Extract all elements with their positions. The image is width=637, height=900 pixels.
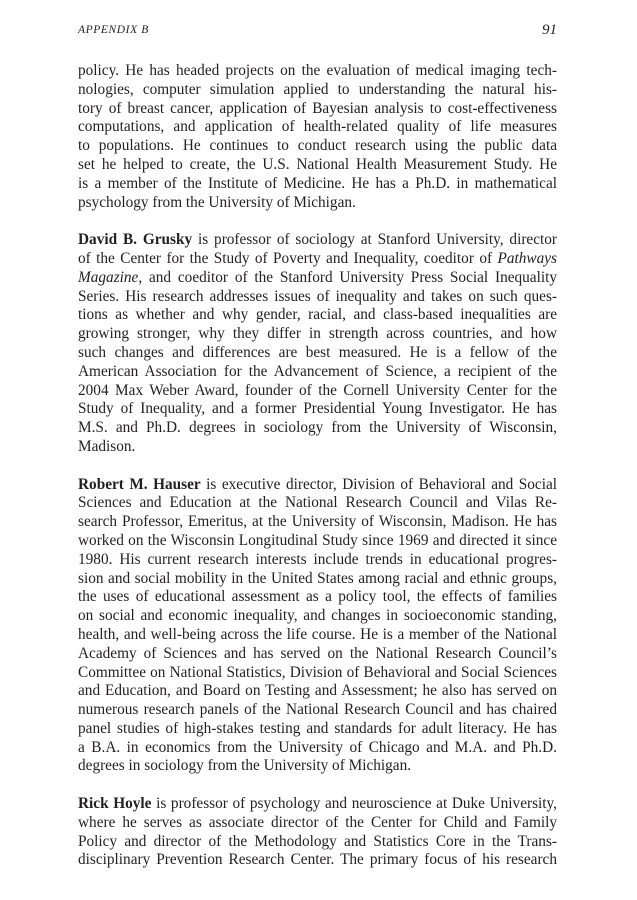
text-line (78, 664, 557, 683)
text-line (78, 194, 557, 213)
text-line (78, 62, 557, 81)
text-line (78, 363, 557, 382)
text-run: M.S. and Ph.D. degrees in sociology from the University of Wisconsin, (78, 419, 557, 437)
text-line (78, 551, 557, 570)
text-run: numerous research panels of the National Research Council and has chaired (78, 701, 557, 719)
text-line (78, 851, 557, 870)
text-line (78, 344, 557, 363)
text-line (78, 288, 557, 307)
person-name: David B. Grusky (78, 231, 193, 249)
paragraph (78, 231, 557, 457)
paragraph (78, 62, 557, 212)
text-line (78, 701, 557, 720)
text-line (78, 175, 557, 194)
text-line (78, 720, 557, 739)
text-run: sion and social mobility in the United States among racial and ethnic groups, (78, 569, 557, 587)
text-run: disciplinary Prevention Research Center. The primary focus of his research (78, 851, 557, 869)
text-line (78, 231, 557, 250)
text-run: on social and economic inequality, and changes in socioeconomic standing, (78, 607, 557, 625)
text-line (78, 739, 557, 758)
paragraph (78, 476, 557, 777)
text-run: tions as whether and why gender, racial, and class-based inequalities are (78, 306, 557, 324)
text-line (78, 438, 557, 457)
text-run: psychology from the University of Michigan. (78, 193, 356, 211)
text-run: to populations. He continues to conduct research using the public data (78, 137, 557, 155)
text-line (78, 118, 557, 137)
page-header (78, 22, 557, 40)
text-run: policy. He has headed projects on the evaluation of medical imaging tech- (78, 62, 557, 79)
text-line (78, 476, 557, 495)
text-line (78, 513, 557, 532)
text-line (78, 100, 557, 119)
page-number: 91 (542, 22, 557, 38)
text-run: Study of Inequality, and a former Presidential Young Investigator. He has (78, 400, 557, 418)
text-line (78, 137, 557, 156)
text-run: is a member of the Institute of Medicine. He has a Ph.D. in mathematical (78, 174, 557, 192)
text-line (78, 250, 557, 269)
text-line (78, 156, 557, 175)
person-name: Rick Hoyle (78, 795, 152, 813)
text-run: 1980. His current research interests include trends in educational progres- (78, 550, 557, 568)
italic-title: Pathways (497, 249, 557, 267)
text-run: search Professor, Emeritus, at the University of Wisconsin, Madison. He has (78, 513, 557, 531)
text-line (78, 682, 557, 701)
page-body (78, 62, 557, 889)
text-line (78, 607, 557, 626)
person-name: Robert M. Hauser (78, 475, 201, 493)
text-run: worked on the Wisconsin Longitudinal Study since 1969 and directed it since (78, 531, 557, 549)
text-run: degrees in sociology from the University of Michigan. (78, 757, 412, 775)
text-line (78, 532, 557, 551)
text-run: Sciences and Education at the National Research Council and Vilas Re- (78, 494, 557, 512)
text-line (78, 269, 557, 288)
text-run: , and coeditor of the Stanford University Press Social Inequality (138, 268, 557, 286)
text-run: the uses of educational assessment as a policy tool, the effects of families (78, 588, 557, 606)
text-run: where he serves as associate director of the Center for Child and Family (78, 813, 557, 831)
text-line (78, 757, 557, 776)
text-run: Policy and director of the Methodology and Statistics Core in the Trans- (78, 832, 557, 850)
text-run: 2004 Max Weber Award, founder of the Cornell University Center for the (78, 381, 557, 399)
text-run: computations, and application of health-related quality of life measures (78, 118, 557, 136)
text-line (78, 306, 557, 325)
text-line (78, 795, 557, 814)
text-line (78, 814, 557, 833)
text-line (78, 588, 557, 607)
text-run: Academy of Sciences and has served on the National Research Council’s (78, 644, 557, 662)
text-line (78, 626, 557, 645)
text-run: a B.A. in economics from the University of Chicago and M.A. and Ph.D. (78, 738, 557, 756)
text-line (78, 419, 557, 438)
text-line (78, 81, 557, 100)
text-run: nologies, computer simulation applied to understanding the natural his- (78, 80, 557, 98)
text-line (78, 382, 557, 401)
text-line (78, 570, 557, 589)
italic-title: Magazine (78, 268, 139, 286)
text-line (78, 645, 557, 664)
text-run: growing stronger, why they differ in strength across countries, and how (78, 325, 557, 343)
text-run: Madison. (78, 437, 136, 455)
text-run: panel studies of high-stakes testing and standards for adult literacy. He has (78, 719, 557, 737)
text-run: of the Center for the Study of Poverty and Inequality, coeditor of (78, 249, 498, 267)
running-head: APPENDIX B (78, 24, 149, 36)
text-run: Committee on National Statistics, Division of Behavioral and Social Sciences (78, 663, 557, 681)
text-line (78, 494, 557, 513)
text-run: such changes and differences are best measured. He is a fellow of the (78, 343, 557, 361)
text-run: set he helped to create, the U.S. National Health Measurement Study. He (78, 155, 557, 173)
text-run: is professor of psychology and neuroscience at Duke University, (151, 795, 558, 813)
text-run: is executive director, Division of Behavioral and Social (200, 475, 558, 493)
text-run: and Education, and Board on Testing and Assessment; he also has served on (78, 682, 557, 700)
text-run: Series. His research addresses issues of inequality and takes on such ques- (78, 287, 557, 305)
paragraph (78, 795, 557, 870)
text-run: tory of breast cancer, application of Bayesian analysis to cost-effectiveness (78, 99, 557, 117)
text-run: health, and well-being across the life course. He is a member of the National (78, 625, 557, 643)
text-line (78, 400, 557, 419)
text-line (78, 833, 557, 852)
text-run: is professor of sociology at Stanford University, director (192, 231, 557, 249)
text-line (78, 325, 557, 344)
text-run: American Association for the Advancement of Science, a recipient of the (78, 362, 557, 380)
